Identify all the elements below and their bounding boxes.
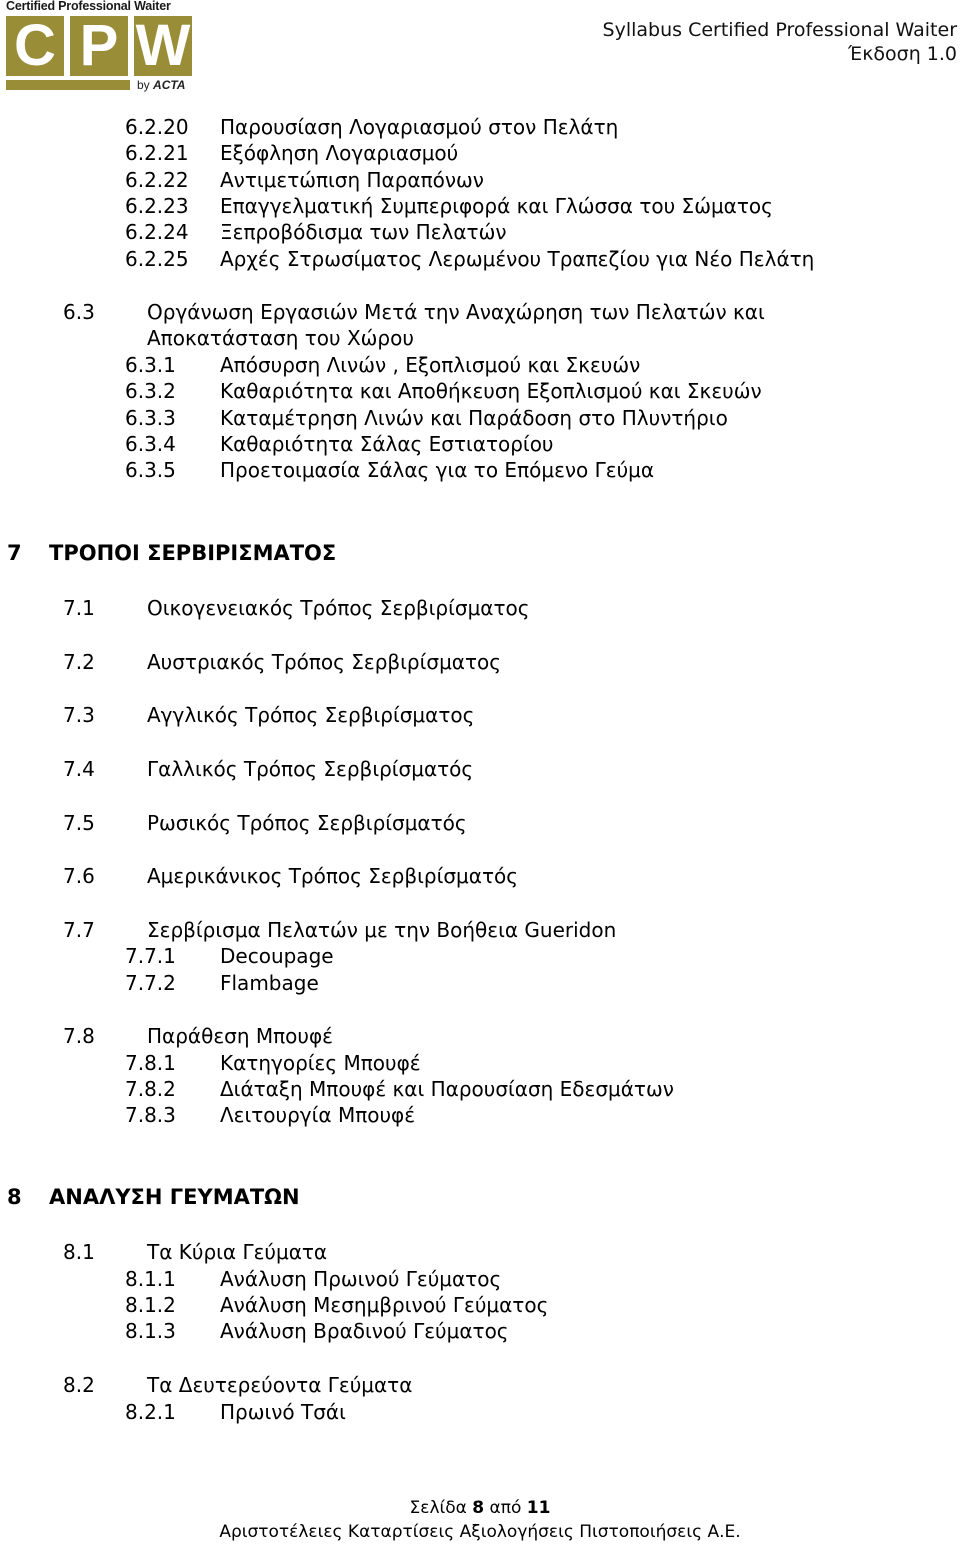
logo-letter-c: C: [6, 16, 64, 76]
logo-letter-w: W: [135, 13, 191, 78]
document-version: Έκδοση 1.0: [848, 43, 957, 65]
logo-by: by ACTA: [137, 78, 186, 92]
logo-caption: Certified Professional Waiter: [6, 0, 171, 13]
footer-organization: Αριστοτέλειες Καταρτίσεις Αξιολογήσεις Πιστοποιήσεις Α.Ε.: [219, 1522, 741, 1542]
document-title: Syllabus Certified Professional Waiter: [602, 19, 957, 41]
page-number: Σελίδα 8 από 11: [409, 1498, 551, 1518]
cpw-logo: [6, 0, 196, 94]
logo-strip: [6, 80, 130, 90]
header-right: [603, 18, 957, 66]
logo-letter-p: P: [70, 16, 128, 76]
